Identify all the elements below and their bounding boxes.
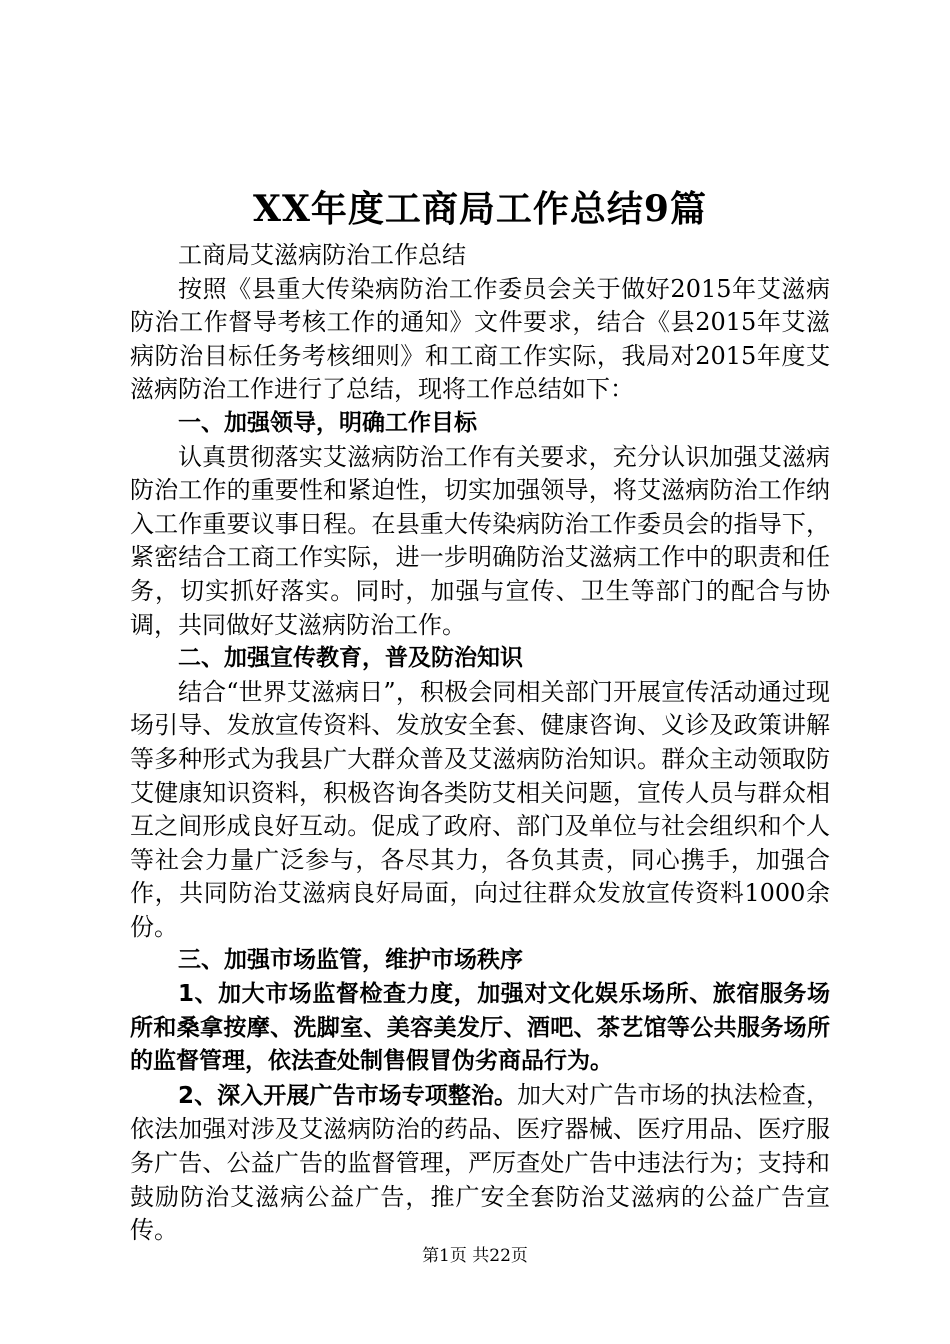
section2-heading: 二、加强宣传教育，普及防治知识 bbox=[178, 645, 523, 672]
section1-paragraph: 认真贯彻落实艾滋病防治工作有关要求，充分认识加强艾滋病防治工作的重要性和紧迫性，切实加强领导，将艾滋病防治工作纳入工作重要议事日程。在县重大传染病防治工作委员会的指导下，紧密结合工商工作实际，进一步明确防治艾滋病工作中的职责和任务，切实抓好落实。同时，加强与宣传、卫生等部门的配合与协调，共同做好艾滋病防治工作。 bbox=[130, 442, 830, 639]
section3-item2-lead: 2、深入开展广告市场专项整治。 bbox=[178, 1082, 518, 1109]
subtitle: 工商局艾滋病防治工作总结 bbox=[178, 241, 466, 269]
section2-paragraph: 结合“世界艾滋病日”，积极会同相关部门开展宣传活动通过现场引导、发放宣传资料、发放安全套、健康咨询、义诊及政策讲解等多种形式为我县广大群众普及艾滋病防治知识。群众主动领取防艾健康知识资料，积极咨询各类防艾相关问题，宣传人员与群众相互之间形成良好互动。促成了政府、部门及单位与社会组织和个人等社会力量广泛参与，各尽其力，各负其责，同心携手，加强合作，共同防治艾滋病良好局面，向过往群众发放宣传资料1000余份。 bbox=[130, 677, 830, 941]
page-footer: 第1页 共22页 bbox=[422, 1246, 528, 1266]
section3-item2-rest: 加大对广告市场的执法检查，依法加强对涉及艾滋病防治的药品、医疗器械、医疗用品、医疗服务广告、公益广告的监督管理，严厉查处广告中违法行为；支持和鼓励防治艾滋病公益广告，推广安全套防治艾滋病的公益广告宣传。 bbox=[130, 1080, 830, 1245]
section3-item1: 1、加大市场监督检查力度，加强对文化娱乐场所、旅宿服务场所和桑拿按摩、洗脚室、美容美发厅、酒吧、茶艺馆等公共服务场所的监督管理，依法查处制售假冒伪劣商品行为。 bbox=[130, 981, 830, 1075]
intro-paragraph: 按照《县重大传染病防治工作委员会关于做好2015年艾滋病防治工作督导考核工作的通知》文件要求，结合《县2015年艾滋病防治目标任务考核细则》和工商工作实际，我局对2015年度艾滋病防治工作进行了总结，现将工作总结如下： bbox=[130, 274, 830, 404]
section3-heading: 三、加强市场监管，维护市场秩序 bbox=[178, 947, 523, 974]
document-title: XX年度工商局工作总结9篇 bbox=[253, 188, 707, 230]
section3-item2 bbox=[130, 1079, 830, 1248]
section1-heading: 一、加强领导，明确工作目标 bbox=[178, 409, 477, 436]
document-page bbox=[130, 183, 830, 1248]
